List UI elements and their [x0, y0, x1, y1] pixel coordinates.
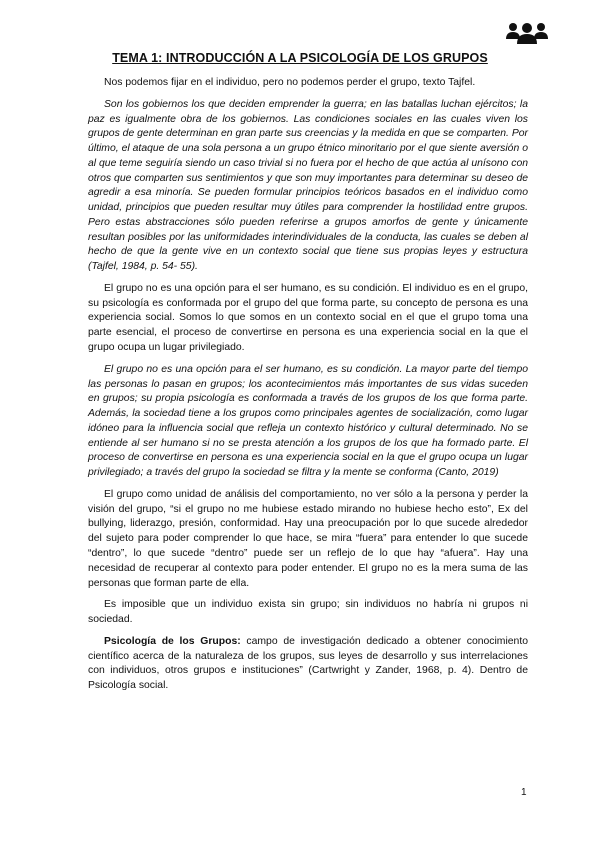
definition-term: Psicología de los Grupos:	[104, 635, 241, 647]
paragraph-quote-canto: El grupo no es una opción para el ser humano, es su condición. La mayor parte del tiempo las personas lo pasan en grupos; los acontecimientos más importantes de sus vidas suceden en grupos; su propia psicología es conformada a través de los grupos de los que forma parte. Además, la sociedad tiene a los grupos como principales agentes de socialización, como lugar idóneo para la influencia social que refleja un contexto histórico y cultural determinado. No se entiende al ser humano si no se presta atención a los grupos de los que ha formado parte. El proceso de convertirse en persona es una experiencia social en la que el grupo ocupa un lugar privilegiado; a través del grupo la sociedad se filtra y la mente se conforma (Canto, 2019)	[88, 363, 528, 479]
paragraph-group-condition: El grupo no es una opción para el ser humano, es su condición. El individuo es en el grupo, su psicología es conformada por el grupo del que forma parte, su concepto de persona es una experiencia social. Somos lo que somos en un contexto social en el que el grupo toma una parte esencial, el proceso de convertirse en persona es una experiencia social en la que el grupo ocupa un lugar privilegiado.	[88, 282, 528, 354]
paragraph-impossible: Es imposible que un individuo exista sin grupo; sin individuos no habría ni grupos ni sociedad.	[88, 599, 528, 626]
definition-text: campo de investigación dedicado a obtener conocimiento científico acerca de la naturaleza de los grupos, sus leyes de desarrollo y sus interrelaciones con individuos, otros grupos e instituciones” (Cartwright y Zander, 1968, p. 4). Dentro de Psicología social.	[88, 635, 528, 692]
paragraph-intro: Nos podemos fijar en el individuo, pero no podemos perder el grupo, texto Tajfel.	[104, 77, 476, 88]
paragraph-unit-of-analysis: El grupo como unidad de análisis del comportamiento, no ver sólo a la persona y perder la visión del grupo, “si el grupo no me hubiese estado mirando no hubiese hecho esto”, Ex del bullying, liderazgo, presión, conformidad. Hay una preocupación por lo que sucede alrededor del sujeto para poder comprender lo que hace, se mira “fuera” para entender lo que sucede “dentro”, lo que sucede “dentro” puede ser un reflejo de lo que hay “afuera”. Hay una necesidad de recuperar al contexto para poder entender. El grupo no es la mera suma de las personas que forman parte de ella.	[88, 488, 528, 589]
group-people-icon	[505, 20, 549, 46]
document-body	[88, 76, 528, 701]
page-number: 1	[521, 787, 527, 798]
page-title: TEMA 1: INTRODUCCIÓN A LA PSICOLOGÍA DE LOS GRUPOS	[112, 51, 488, 65]
paragraph-definition	[88, 635, 528, 694]
paragraph-quote-tajfel: Son los gobiernos los que deciden emprender la guerra; en las batallas luchan ejércitos; la paz es igualmente obra de los gobiernos. Las condiciones sociales en las cuales viven los grupos de gente determinan en gran parte sus creencias y la medida en que se comparten. Por último, el ataque de una sola persona a un grupo étnico minoritario por el que siente aversión o al que teme seguiría siendo un caso trivial si no fuera por el hecho de que actúa al unísono con otros que comparten sus sentimientos y que son muy importantes para determinar su deseo de agredir a esa minoría. Se pueden formular principios teóricos basados en el individuo como unidad, principios que pueden resultar muy útiles para comprender la hostilidad entre grupos. Pero estas abstracciones sólo pueden referirse a grupos amorfos de gente y únicamente resultan posibles por las uniformidades interindividuales de la conducta, las cuales se deben al hecho de que la gente vive en un contexto social que tiene sus propias leyes y estructura (Tajfel, 1984, p. 54- 55).	[88, 98, 528, 273]
